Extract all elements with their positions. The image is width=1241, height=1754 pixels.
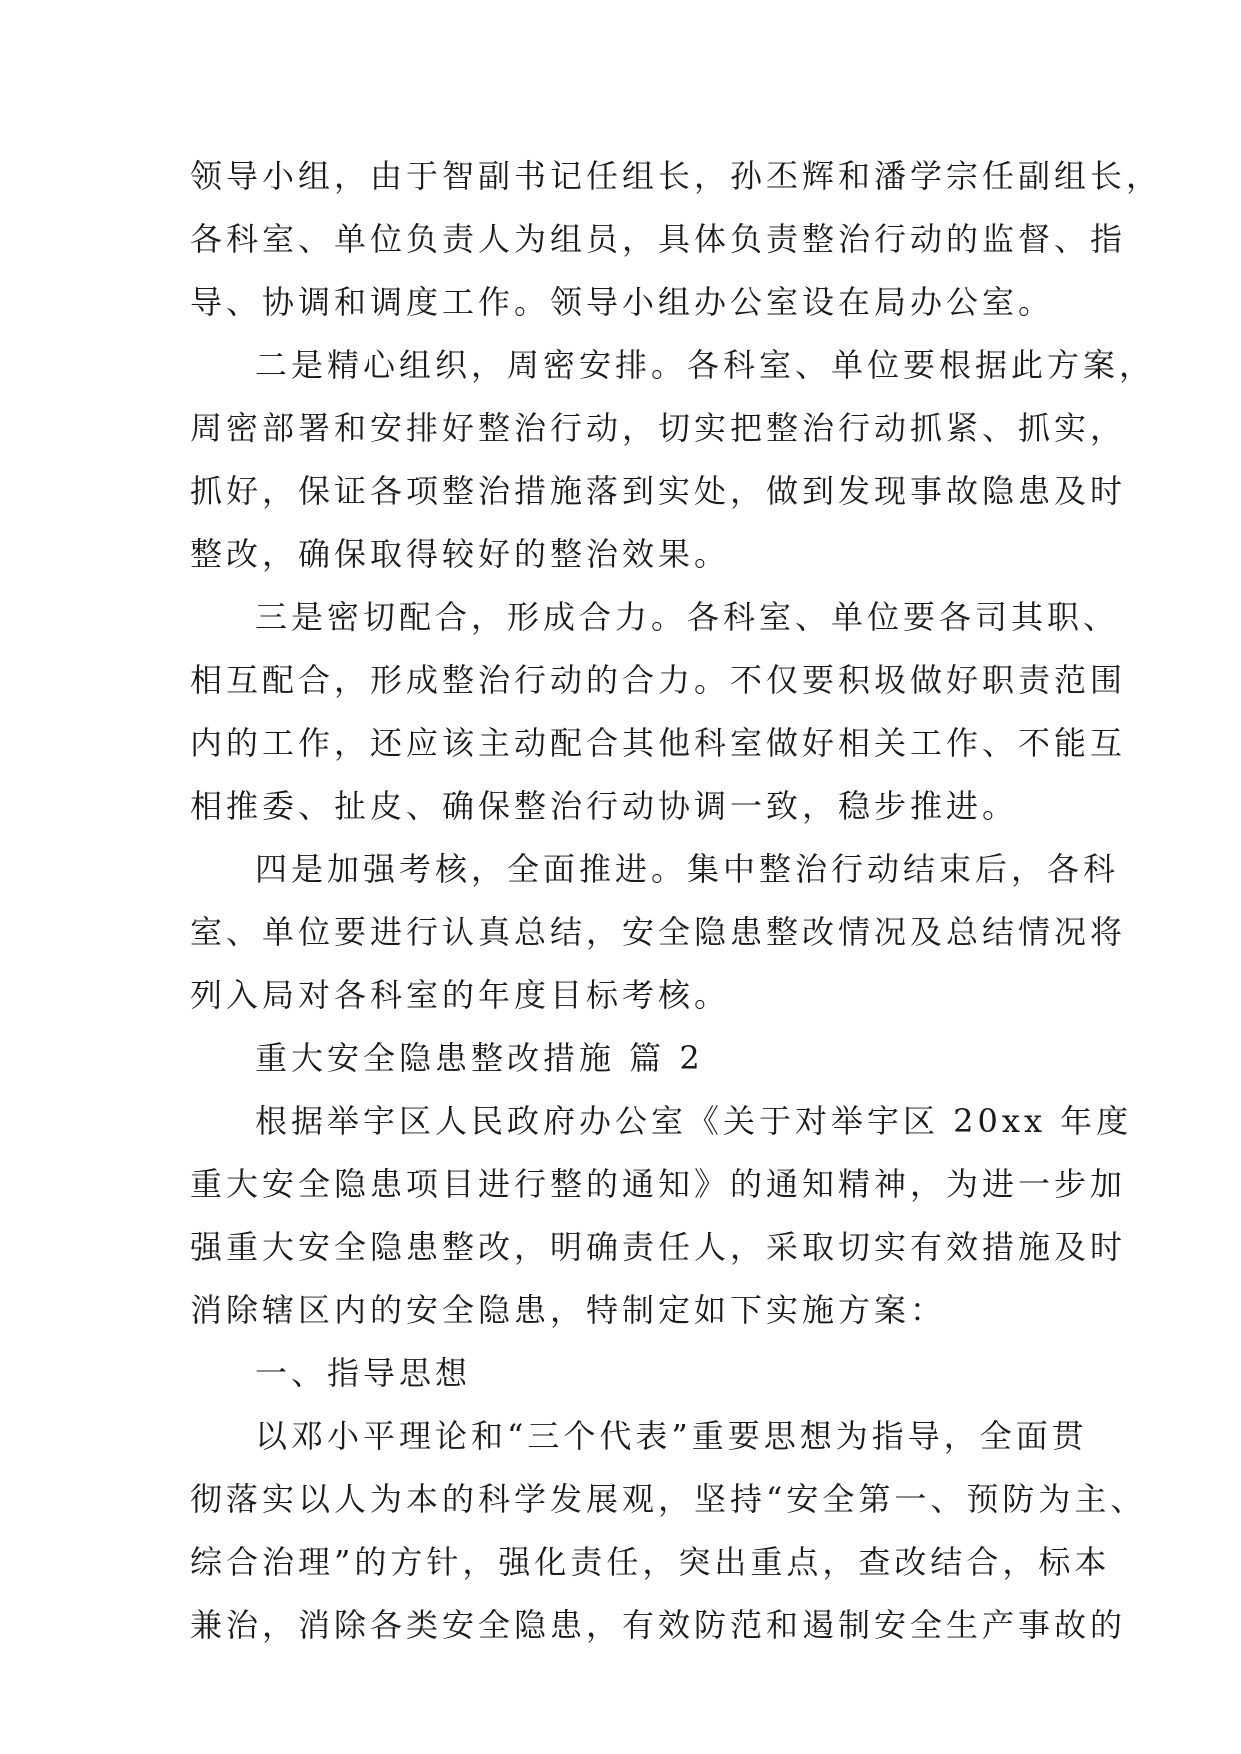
- text-line: 二是精心组织，周密安排。各科室、单位要根据此方案，: [255, 346, 1156, 384]
- text-line: 抓好，保证各项整治措施落到实处，做到发现事故隐患及时: [190, 472, 1127, 510]
- text-line: 以邓小平理论和“三个代表”重要思想为指导，全面贯: [255, 1417, 1088, 1455]
- text-line: 内的工作，还应该主动配合其他科室做好相关工作、不能互: [190, 724, 1127, 762]
- text-line: 四是加强考核，全面推进。集中整治行动结束后，各科: [255, 850, 1120, 888]
- text-line: 室、单位要进行认真总结，安全隐患整改情况及总结情况将: [190, 913, 1127, 951]
- text-line: 消除辖区内的安全隐患，特制定如下实施方案：: [190, 1291, 947, 1329]
- text-line: 三是密切配合，形成合力。各科室、单位要各司其职、: [255, 598, 1120, 636]
- section-heading: 重大安全隐患整改措施 篇 2: [255, 1039, 704, 1077]
- text-line: 领导小组，由于智副书记任组长，孙丕辉和潘学宗任副组长，: [190, 157, 1163, 195]
- text-line: 周密部署和安排好整治行动，切实把整治行动抓紧、抓实，: [190, 409, 1127, 447]
- text-line: 各科室、单位负责人为组员，具体负责整治行动的监督、指: [190, 220, 1127, 258]
- text-line: 根据举宇区人民政府办公室《关于对举宇区 20xx 年度: [255, 1102, 1133, 1140]
- text-line: 相互配合，形成整治行动的合力。不仅要积圾做好职责范围: [190, 661, 1127, 699]
- text-line: 彻落实以人为本的科学发展观，坚持“安全第一、预防为主、: [190, 1480, 1147, 1518]
- text-line: 强重大安全隐患整改，明确责任人，采取切实有效措施及时: [190, 1228, 1127, 1266]
- text-line: 整改，确保取得较好的整治效果。: [190, 535, 731, 573]
- subsection-heading: 一、指导思想: [255, 1354, 472, 1392]
- text-line: 导、协调和调度工作。领导小组办公室设在局办公室。: [190, 283, 1055, 321]
- text-line: 重大安全隐患项目进行整的通知》的通知精神，为进一步加: [190, 1165, 1127, 1203]
- text-line: 综合治理”的方针，强化责任，突出重点，查改结合，标本: [190, 1543, 1111, 1581]
- text-line: 相推委、扯皮、确保整治行动协调一致，稳步推进。: [190, 787, 1019, 825]
- text-line: 兼治，消除各类安全隐患，有效防范和遏制安全生产事故的: [190, 1606, 1127, 1644]
- text-line: 列入局对各科室的年度目标考核。: [190, 976, 731, 1014]
